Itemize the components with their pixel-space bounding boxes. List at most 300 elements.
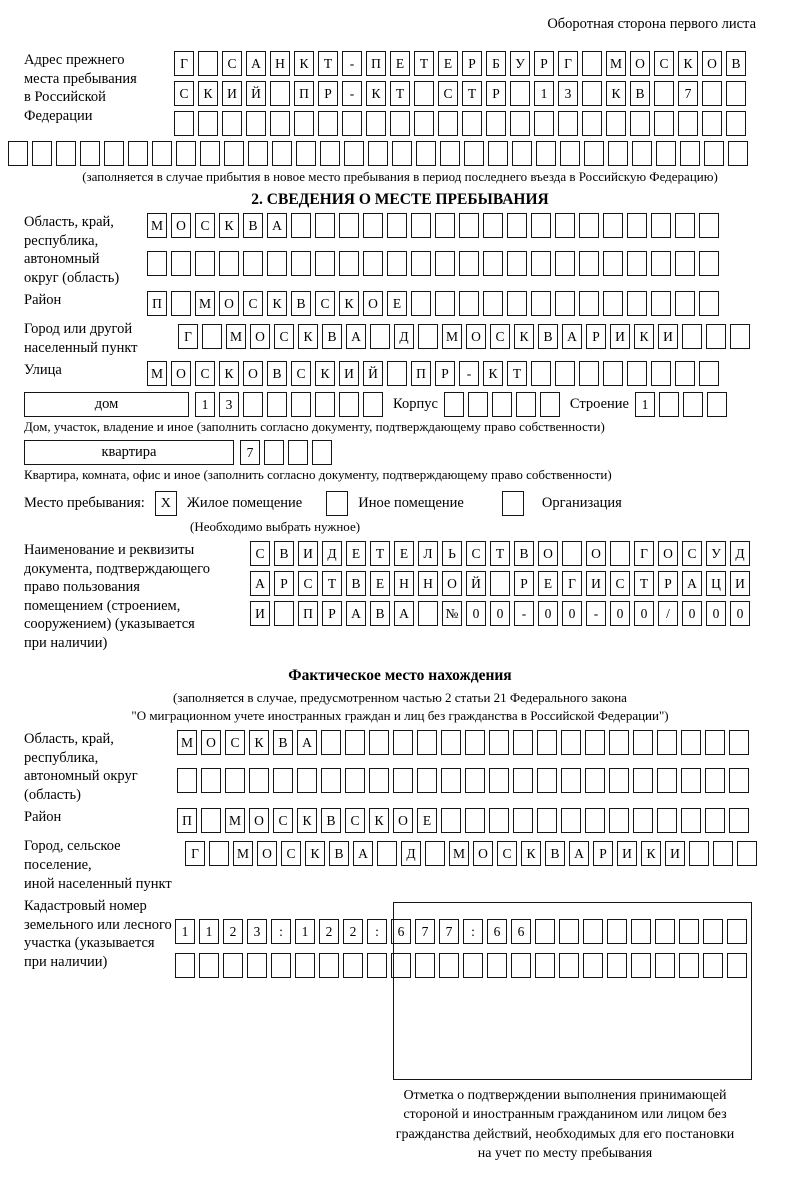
prev-address-caption: (заполняется в случае прибытия в новое место пребывания в период последнего въезда в Российскую Федерацию) (82, 169, 718, 184)
char-cell: Г (562, 571, 582, 596)
char-cell (585, 768, 605, 793)
char-cell (411, 291, 431, 316)
char-cell (200, 141, 220, 166)
fakt-title: Фактическое место нахождения (288, 666, 512, 684)
fakt-gorod-block (24, 837, 800, 893)
char-cell (441, 730, 461, 755)
doc-label: Наименование и реквизиты документа, подтверждающего право пользования помещением (строением, сооружением) (указывается при наличии) (24, 542, 210, 652)
char-cell (483, 213, 503, 238)
char-cell (656, 141, 676, 166)
char-cell: И (339, 361, 359, 386)
char-cell (729, 808, 749, 833)
char-cell (729, 730, 749, 755)
dom-caption: Дом, участок, владение и иное (заполнить согласно документу, подтверждающему право собственности) (24, 419, 605, 435)
char-cell: С (273, 808, 293, 833)
char-cell (464, 141, 484, 166)
char-cell (414, 111, 434, 136)
char-cell: И (730, 571, 750, 596)
char-cell: 2 (343, 919, 363, 944)
char-cell: В (370, 601, 390, 626)
char-cell (219, 251, 239, 276)
char-cell (633, 808, 653, 833)
char-cell: К (219, 361, 239, 386)
char-cell (32, 141, 52, 166)
char-cell: А (346, 324, 366, 349)
char-cell: О (630, 51, 650, 76)
char-cell (363, 213, 383, 238)
char-cell (704, 141, 724, 166)
char-cell: Й (246, 81, 266, 106)
char-cell: О (257, 841, 277, 866)
char-cell: У (510, 51, 530, 76)
char-cell (171, 251, 191, 276)
char-cell: О (201, 730, 221, 755)
char-cell (312, 440, 332, 465)
char-cell (633, 768, 653, 793)
fakt-oblast-label: Область, край, республика, автономный округ (область) (24, 731, 138, 803)
char-cell: Г (558, 51, 578, 76)
dom-row (195, 392, 383, 417)
char-cell (579, 291, 599, 316)
stay-type-block (24, 491, 800, 516)
char-cell: М (233, 841, 253, 866)
char-cell: К (366, 81, 386, 106)
char-cell: 2 (223, 919, 243, 944)
char-cell: С (315, 291, 335, 316)
char-cell (201, 808, 221, 833)
char-cell: М (195, 291, 215, 316)
char-cell (104, 141, 124, 166)
char-cell: М (449, 841, 469, 866)
char-cell (291, 251, 311, 276)
char-cell (651, 291, 671, 316)
char-cell: К (249, 730, 269, 755)
char-cell: Р (534, 51, 554, 76)
gorod-label: Город или другой населенный пункт (24, 321, 138, 356)
char-cell (728, 141, 748, 166)
char-cell: Г (634, 541, 654, 566)
char-cell (486, 111, 506, 136)
char-cell (659, 392, 679, 417)
char-cell: О (363, 291, 383, 316)
char-cell (176, 141, 196, 166)
char-cell (366, 111, 386, 136)
char-cell (222, 111, 242, 136)
checkbox-zhiloe[interactable]: X (155, 491, 177, 516)
stamp-caption: Отметка о подтверждении выполнения принимающей стороной и иностранным гражданином или лицом без гражданства действий, необходимых для его постановки на учет по месту пребывания (395, 1088, 735, 1161)
char-cell: Т (507, 361, 527, 386)
char-cell (681, 768, 701, 793)
char-cell (489, 808, 509, 833)
char-cell: К (219, 213, 239, 238)
char-cell (392, 141, 412, 166)
doc-block (24, 541, 800, 652)
char-cell: 0 (682, 601, 702, 626)
char-cell (393, 730, 413, 755)
char-cell (507, 251, 527, 276)
char-cell (297, 768, 317, 793)
prev-address-row-3 (174, 111, 746, 136)
char-cell: - (342, 81, 362, 106)
char-cell: 0 (490, 601, 510, 626)
char-cell (531, 251, 551, 276)
char-cell: С (281, 841, 301, 866)
gorod-row (178, 324, 750, 349)
char-cell (393, 768, 413, 793)
char-cell: Е (438, 51, 458, 76)
char-cell (633, 730, 653, 755)
char-cell: А (682, 571, 702, 596)
char-cell (675, 361, 695, 386)
char-cell: О (538, 541, 558, 566)
char-cell: Т (322, 571, 342, 596)
char-cell (657, 768, 677, 793)
char-cell: Т (390, 81, 410, 106)
char-cell: К (483, 361, 503, 386)
char-cell: В (630, 81, 650, 106)
char-cell: 0 (610, 601, 630, 626)
option-inoe-label: Иное помещение (358, 495, 464, 512)
char-cell (555, 361, 575, 386)
char-cell: О (171, 213, 191, 238)
char-cell (562, 541, 582, 566)
char-cell (195, 251, 215, 276)
char-cell (579, 361, 599, 386)
gorod-block (24, 320, 800, 357)
char-cell (609, 808, 629, 833)
char-cell (459, 213, 479, 238)
char-cell (315, 213, 335, 238)
char-cell: Е (394, 541, 414, 566)
char-cell (561, 730, 581, 755)
char-cell: 1 (199, 919, 219, 944)
char-cell: О (586, 541, 606, 566)
char-cell (561, 768, 581, 793)
char-cell (175, 953, 195, 978)
char-cell: 0 (562, 601, 582, 626)
char-cell (683, 392, 703, 417)
char-cell: И (250, 601, 270, 626)
char-cell (465, 768, 485, 793)
oblast-block (24, 213, 800, 287)
char-cell (223, 953, 243, 978)
char-cell: Д (394, 324, 414, 349)
char-cell (56, 141, 76, 166)
char-cell (294, 111, 314, 136)
char-cell (315, 392, 335, 417)
char-cell (417, 730, 437, 755)
char-cell (80, 141, 100, 166)
char-cell (516, 392, 536, 417)
dom-block (24, 392, 800, 417)
choose-note: (Необходимо выбрать нужное) (190, 519, 361, 535)
char-cell (737, 841, 757, 866)
char-cell (344, 141, 364, 166)
char-cell (512, 141, 532, 166)
char-cell (128, 141, 148, 166)
char-cell (247, 953, 267, 978)
dom-field: дом (24, 392, 189, 417)
char-cell: Й (466, 571, 486, 596)
ulitsa-label: Улица (24, 362, 62, 379)
checkbox-org[interactable] (502, 491, 524, 516)
prev-address-label: Адрес прежнего места пребывания в Российской Федерации (24, 52, 137, 124)
char-cell (339, 213, 359, 238)
char-cell (531, 361, 551, 386)
char-cell: Р (274, 571, 294, 596)
char-cell: А (569, 841, 589, 866)
char-cell (555, 251, 575, 276)
char-cell: Б (486, 51, 506, 76)
char-cell (296, 141, 316, 166)
char-cell: У (706, 541, 726, 566)
char-cell: К (634, 324, 654, 349)
char-cell: Н (394, 571, 414, 596)
char-cell: 3 (219, 392, 239, 417)
char-cell (288, 440, 308, 465)
char-cell (489, 768, 509, 793)
char-cell: В (267, 361, 287, 386)
char-cell: Р (435, 361, 455, 386)
char-cell: 3 (247, 919, 267, 944)
char-cell: Т (370, 541, 390, 566)
char-cell (651, 213, 671, 238)
char-cell: Р (658, 571, 678, 596)
char-cell (729, 768, 749, 793)
char-cell (606, 111, 626, 136)
char-cell: Й (363, 361, 383, 386)
char-cell: К (294, 51, 314, 76)
char-cell (462, 111, 482, 136)
char-cell: 6 (511, 919, 531, 944)
char-cell: - (342, 51, 362, 76)
char-cell (202, 324, 222, 349)
char-cell: К (641, 841, 661, 866)
korpus-label: Корпус (393, 396, 438, 413)
char-cell: И (617, 841, 637, 866)
char-cell (513, 730, 533, 755)
char-cell (603, 251, 623, 276)
char-cell (627, 361, 647, 386)
stroenie-label: Строение (569, 396, 629, 413)
char-cell: П (177, 808, 197, 833)
char-cell (555, 291, 575, 316)
char-cell (657, 730, 677, 755)
char-cell: Е (346, 541, 366, 566)
char-cell (387, 213, 407, 238)
doc-row-2 (250, 571, 750, 596)
char-cell (540, 392, 560, 417)
ulitsa-block (24, 361, 800, 386)
char-cell: В (273, 730, 293, 755)
char-cell: И (610, 324, 630, 349)
char-cell (225, 768, 245, 793)
char-cell: Р (593, 841, 613, 866)
char-cell: Т (318, 51, 338, 76)
char-cell: 1 (295, 919, 315, 944)
char-cell (537, 768, 557, 793)
char-cell (435, 251, 455, 276)
char-cell (610, 541, 630, 566)
kadastr-label: Кадастровый номер земельного или лесного участка (указывается при наличии) (24, 898, 172, 970)
char-cell: О (473, 841, 493, 866)
char-cell: О (243, 361, 263, 386)
char-cell (224, 141, 244, 166)
char-cell (513, 808, 533, 833)
char-cell (345, 730, 365, 755)
char-cell: П (294, 81, 314, 106)
char-cell: М (442, 324, 462, 349)
char-cell (321, 768, 341, 793)
fakt-oblast-row-2 (177, 768, 749, 793)
char-cell (627, 291, 647, 316)
char-cell (609, 768, 629, 793)
kvartira-field: квартира (24, 440, 234, 465)
fakt-gorod-label: Город, сельское поселение, иной населенный пункт (24, 838, 172, 892)
char-cell (510, 81, 530, 106)
char-cell (705, 768, 725, 793)
kvartira-block (24, 440, 800, 465)
char-cell: Т (490, 541, 510, 566)
prev-address-row-1 (174, 51, 746, 76)
char-cell: 0 (538, 601, 558, 626)
prev-address-row-2 (174, 81, 746, 106)
char-cell: К (521, 841, 541, 866)
char-cell (584, 141, 604, 166)
char-cell: Д (322, 541, 342, 566)
fakt-gorod-row (185, 841, 757, 866)
char-cell: С (250, 541, 270, 566)
char-cell: С (497, 841, 517, 866)
char-cell (681, 808, 701, 833)
char-cell (627, 213, 647, 238)
char-cell (435, 291, 455, 316)
char-cell: Д (401, 841, 421, 866)
char-cell (702, 111, 722, 136)
stamp-box (393, 902, 752, 1080)
char-cell: М (226, 324, 246, 349)
section-prev-address (24, 51, 800, 136)
char-cell (387, 251, 407, 276)
raion-block (24, 291, 800, 316)
char-cell (675, 213, 695, 238)
option-zhiloe-label: Жилое помещение (186, 495, 303, 512)
char-cell: Е (387, 291, 407, 316)
char-cell (270, 81, 290, 106)
char-cell (291, 392, 311, 417)
char-cell: В (726, 51, 746, 76)
char-cell (579, 251, 599, 276)
char-cell: В (291, 291, 311, 316)
char-cell: С (682, 541, 702, 566)
char-cell: О (658, 541, 678, 566)
char-cell: К (198, 81, 218, 106)
char-cell: Т (414, 51, 434, 76)
fakt-raion-label: Район (24, 809, 62, 826)
char-cell (320, 141, 340, 166)
char-cell (699, 291, 719, 316)
char-cell: Н (418, 571, 438, 596)
char-cell: В (545, 841, 565, 866)
char-cell: Г (174, 51, 194, 76)
char-cell (418, 601, 438, 626)
char-cell: А (562, 324, 582, 349)
fakt-oblast-row-1 (177, 730, 749, 755)
char-cell: О (442, 571, 462, 596)
char-cell: 2 (319, 919, 339, 944)
char-cell (368, 141, 388, 166)
char-cell (603, 361, 623, 386)
checkbox-inoe[interactable] (326, 491, 348, 516)
char-cell (152, 141, 172, 166)
char-cell: 0 (634, 601, 654, 626)
char-cell: № (442, 601, 462, 626)
char-cell (609, 730, 629, 755)
char-cell (315, 251, 335, 276)
char-cell (608, 141, 628, 166)
char-cell: 7 (240, 440, 260, 465)
char-cell: Р (514, 571, 534, 596)
char-cell: 1 (534, 81, 554, 106)
char-cell (585, 730, 605, 755)
char-cell: А (394, 601, 414, 626)
char-cell: С (174, 81, 194, 106)
char-cell: В (329, 841, 349, 866)
char-cell (416, 141, 436, 166)
char-cell (651, 361, 671, 386)
char-cell (585, 808, 605, 833)
char-cell: С (291, 361, 311, 386)
char-cell: С (195, 361, 215, 386)
char-cell (435, 213, 455, 238)
char-cell: К (606, 81, 626, 106)
char-cell: В (321, 808, 341, 833)
char-cell: Л (418, 541, 438, 566)
char-cell: О (466, 324, 486, 349)
char-cell: В (514, 541, 534, 566)
char-cell: С (345, 808, 365, 833)
char-cell (411, 251, 431, 276)
char-cell (273, 768, 293, 793)
char-cell (489, 730, 509, 755)
char-cell (198, 51, 218, 76)
char-cell (369, 768, 389, 793)
char-cell: С (298, 571, 318, 596)
char-cell (537, 730, 557, 755)
char-cell (531, 291, 551, 316)
char-cell (490, 571, 510, 596)
char-cell: А (353, 841, 373, 866)
char-cell: 1 (195, 392, 215, 417)
char-cell: : (271, 919, 291, 944)
char-cell: - (514, 601, 534, 626)
char-cell (561, 808, 581, 833)
char-cell (510, 111, 530, 136)
option-org-label: Организация (541, 495, 622, 512)
char-cell: К (678, 51, 698, 76)
char-cell (730, 324, 750, 349)
char-cell (657, 808, 677, 833)
char-cell (441, 808, 461, 833)
char-cell (465, 808, 485, 833)
char-cell: 0 (706, 601, 726, 626)
kvartira-caption: Квартира, комната, офис и иное (заполнить согласно документу, подтверждающему право собственности) (24, 467, 612, 483)
doc-row-1 (250, 541, 750, 566)
char-cell (345, 768, 365, 793)
char-cell: О (219, 291, 239, 316)
char-cell: И (298, 541, 318, 566)
char-cell: 7 (678, 81, 698, 106)
